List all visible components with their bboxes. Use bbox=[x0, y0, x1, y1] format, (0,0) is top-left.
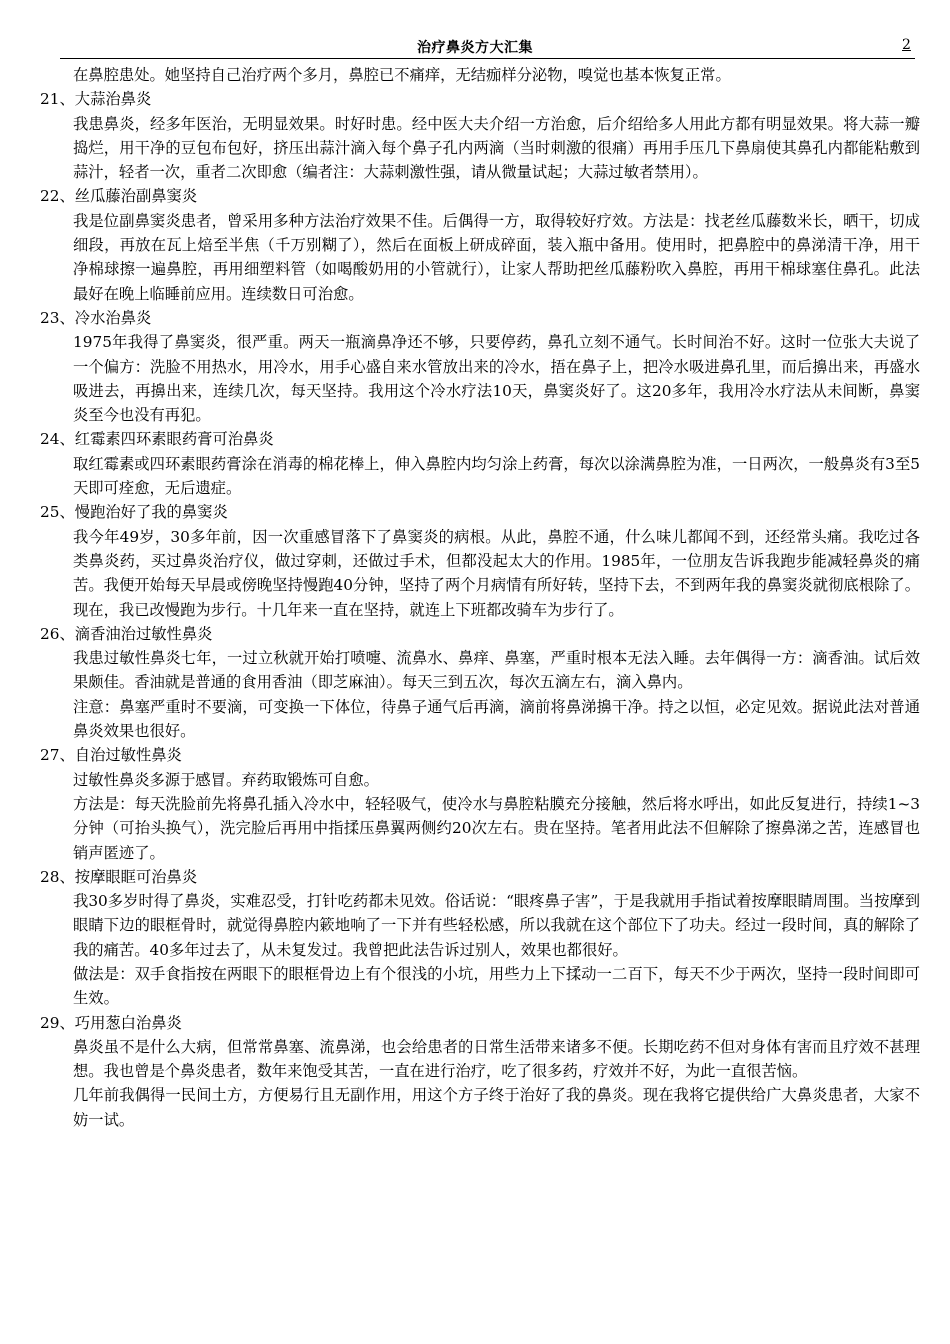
section-number: 25、 bbox=[40, 503, 75, 522]
page-number: 2 bbox=[902, 37, 911, 53]
section-title: 按摩眼眶可治鼻炎 bbox=[74, 867, 198, 886]
section bbox=[40, 1011, 920, 1132]
section bbox=[40, 622, 920, 743]
section-paragraph: 过敏性鼻炎多源于感冒。弃药取锻炼可自愈。 bbox=[73, 770, 379, 789]
section bbox=[40, 865, 920, 1011]
section-paragraph: 做法是：双手食指按在两眼下的眼框骨边上有个很浅的小坑，用些力上下揉动一二百下，每天不少于两次，坚持一段时间即可生效。 bbox=[73, 964, 920, 1008]
section-heading bbox=[40, 622, 920, 646]
section-heading bbox=[40, 500, 920, 524]
section bbox=[40, 500, 920, 621]
intro-paragraph: 在鼻腔患处。她坚持自己治疗两个多月，鼻腔已不痛痒，无结痂样分泌物，嗅觉也基本恢复正常。 bbox=[73, 66, 731, 84]
page-title: 治疗鼻炎方大汇集 bbox=[417, 40, 533, 56]
section-heading bbox=[40, 427, 920, 451]
section-number: 28、 bbox=[40, 867, 75, 886]
section-number: 27、 bbox=[40, 746, 75, 765]
document-body bbox=[40, 63, 920, 1132]
section-number: 26、 bbox=[40, 624, 75, 643]
section-number: 21、 bbox=[40, 90, 75, 109]
section-paragraph: 我是位副鼻窦炎患者，曾采用多种方法治疗效果不佳。后偶得一方，取得较好疗效。方法是：找老丝瓜藤数米长，晒干，切成细段，再放在瓦上焙至半焦（千万别糊了），然后在面板上研成碎面，装入瓶中备用。使用时，把鼻腔中的鼻涕清干净，用干净棉球擦一遍鼻腔，再用细塑料管（如喝酸奶用的小管就行），让家人帮助把丝瓜藤粉吹入鼻腔，再用干棉球塞住鼻孔。此法最好在晚上临睡前应用。连续数日可治愈。 bbox=[73, 211, 920, 303]
section bbox=[40, 743, 920, 864]
section bbox=[40, 427, 920, 500]
section bbox=[40, 87, 920, 184]
section-paragraph: 鼻炎虽不是什么大病，但常常鼻塞、流鼻涕，也会给患者的日常生活带来诸多不便。长期吃药不但对身体有害而且疗效不甚理想。我也曾是个鼻炎患者，数年来饱受其苦，一直在进行治疗，吃了很多药，疗效并不好，为此一直很苦恼。 bbox=[73, 1037, 920, 1081]
section-title: 丝瓜藤治副鼻窦炎 bbox=[74, 187, 198, 206]
section-paragraph: 我今年49岁，30多年前，因一次重感冒落下了鼻窦炎的病根。从此，鼻腔不通，什么味儿都闻不到，还经常头痛。我吃过各类鼻炎药，买过鼻炎治疗仪，做过穿刺，还做过手术，但都没起太大的作用。1985年，一位朋友告诉我跑步能减轻鼻炎的痛苦。我便开始每天早晨或傍晚坚持慢跑40分钟，坚持了两个月病情有所好转，坚持下去，不到两年我的鼻窦炎就彻底根除了。现在，我已改慢跑为步行。十几年来一直在坚持，就连上下班都改骑车为步行了。 bbox=[73, 527, 920, 619]
sections-list bbox=[40, 87, 920, 1132]
section-paragraph: 我患过敏性鼻炎七年，一过立秋就开始打喷嚏、流鼻水、鼻痒、鼻塞，严重时根本无法入睡。去年偶得一方：滴香油。试后效果颇佳。香油就是普通的食用香油（即芝麻油）。每天三到五次，每次五滴左右，滴入鼻内。 bbox=[73, 649, 920, 692]
section bbox=[40, 306, 920, 427]
section-paragraph: 1975年我得了鼻窦炎，很严重。两天一瓶滴鼻净还不够，只要停药，鼻孔立刻不通气。长时间治不好。这时一位张大夫说了一个偏方：洗脸不用热水，用冷水，用手心盛自来水管放出来的冷水，捂在鼻子上，把冷水吸进鼻孔里，而后擤出来，再盛水吸进去，再擤出来，连续几次，每天坚持。我用这个冷水疗法10天，鼻窦炎好了。这20多年，我用冷水疗法从未间断，鼻窦炎至今也没有再犯。 bbox=[73, 333, 920, 425]
section-heading bbox=[40, 865, 920, 889]
section-title: 巧用葱白治鼻炎 bbox=[74, 1013, 182, 1032]
header-divider bbox=[60, 58, 915, 59]
section-title: 大蒜治鼻炎 bbox=[74, 90, 152, 109]
section-number: 23、 bbox=[40, 308, 75, 327]
section-paragraph: 我患鼻炎，经多年医治，无明显效果。时好时患。经中医大夫介绍一方治愈，后介绍给多人用此方都有明显效果。将大蒜一瓣捣烂，用干净的豆包布包好，挤压出蒜汁滴入每个鼻子孔内两滴（当时刺激的很痛）再用手压几下鼻扇使其鼻孔内都能粘敷到蒜汁，轻者一次，重者二次即愈（编者注：大蒜刺激性强，请从微量试起；大蒜过敏者禁用）。 bbox=[73, 114, 920, 182]
section-heading bbox=[40, 87, 920, 111]
section-number: 24、 bbox=[40, 430, 75, 449]
section-title: 红霉素四环素眼药膏可治鼻炎 bbox=[74, 430, 274, 449]
section-heading bbox=[40, 306, 920, 330]
section-paragraph: 注意：鼻塞严重时不要滴，可变换一下体位，待鼻子通气后再滴，滴前将鼻涕擤干净。持之以恒，必定见效。据说此法对普通鼻炎效果也很好。 bbox=[73, 697, 920, 741]
section bbox=[40, 184, 920, 305]
section-title: 自治过敏性鼻炎 bbox=[74, 746, 182, 765]
section-title: 滴香油治过敏性鼻炎 bbox=[74, 624, 213, 643]
section-paragraph: 几年前我偶得一民间土方，方便易行且无副作用，用这个方子终于治好了我的鼻炎。现在我将它提供给广大鼻炎患者，大家不妨一试。 bbox=[73, 1086, 920, 1129]
section-paragraph: 取红霉素或四环素眼药膏涂在消毒的棉花棒上，伸入鼻腔内均匀涂上药膏，每次以涂满鼻腔为准，一日两次，一般鼻炎有3至5天即可痊愈，无后遗症。 bbox=[73, 454, 920, 498]
section-title: 慢跑治好了我的鼻窦炎 bbox=[74, 503, 228, 522]
section-heading bbox=[40, 743, 920, 767]
section-number: 22、 bbox=[40, 187, 75, 206]
section-heading bbox=[40, 1011, 920, 1035]
section-number: 29、 bbox=[40, 1013, 75, 1032]
section-paragraph: 我30多岁时得了鼻炎，实难忍受，打针吃药都未见效。俗话说：“眼疼鼻子害”，于是我就用手指试着按摩眼睛周围。当按摩到眼睛下边的眼框骨时，就觉得鼻腔内簌地响了一下并有些轻松感，所以我就在这个部位下了功夫。经过一段时间，真的解除了我的痛苦。40多年过去了，从未复发过。我曾把此法告诉过别人，效果也都很好。 bbox=[73, 892, 920, 959]
section-heading bbox=[40, 184, 920, 208]
section-paragraph: 方法是：每天洗脸前先将鼻孔插入冷水中，轻轻吸气，使冷水与鼻腔粘膜充分接触，然后将水呼出，如此反复进行，持续1~3分钟（可抬头换气），洗完脸后再用中指揉压鼻翼两侧约20次左右。贵在坚持。笔者用此法不但解除了擦鼻涕之苦，连感冒也销声匿迹了。 bbox=[73, 794, 920, 862]
section-title: 冷水治鼻炎 bbox=[74, 308, 152, 327]
